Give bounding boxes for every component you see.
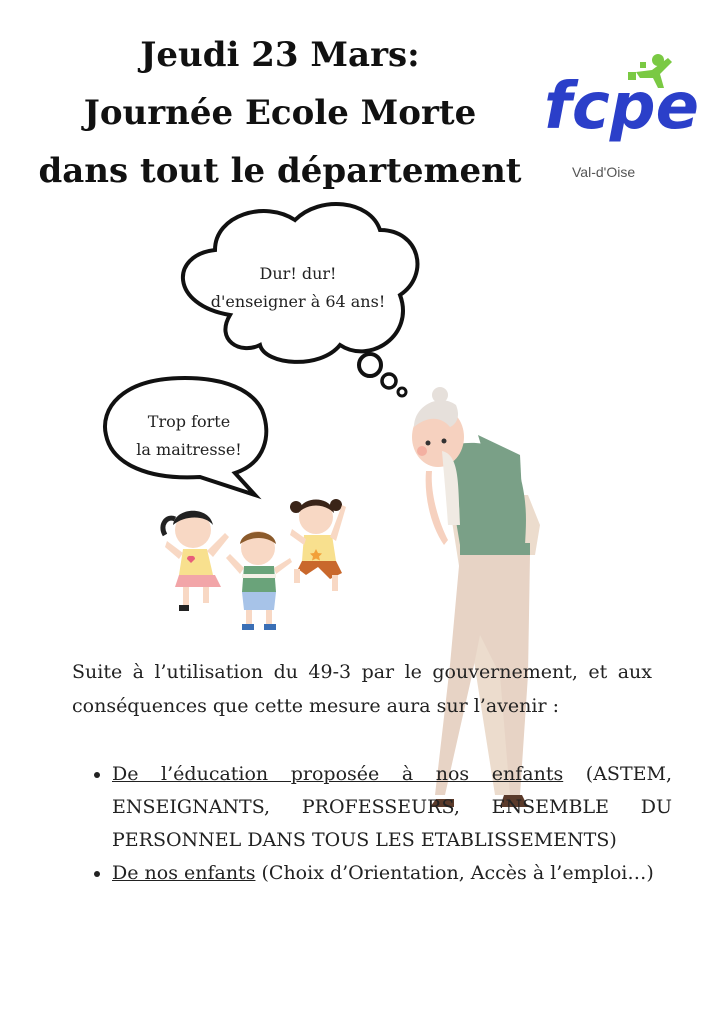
logo-region: Val-d'Oise bbox=[572, 164, 636, 180]
thought-line-2: d'enseigner à 64 ans! bbox=[210, 292, 386, 311]
title-line-3: dans tout le département bbox=[38, 151, 522, 191]
bullet-rest: (ASTEM, ENSEIGNANTS, PROFESSEURS, ENSEMBLE DU PERSONNEL DANS TOUS LES ETABLISSEMENTS) bbox=[112, 763, 672, 851]
title-line-2: Journée Ecole Morte bbox=[83, 93, 477, 133]
speech-line-1: Trop forte bbox=[147, 412, 231, 431]
list-item bbox=[112, 758, 672, 857]
speech-line-2: la maitresse! bbox=[136, 440, 242, 459]
child-boy bbox=[226, 531, 292, 630]
child-girl-1 bbox=[163, 511, 229, 611]
bullet-rest: (Choix d’Orientation, Accès à l’emploi…) bbox=[255, 862, 654, 884]
list-item bbox=[112, 857, 672, 890]
child-girl-2 bbox=[290, 499, 346, 591]
thought-dot-2 bbox=[382, 374, 396, 388]
bullet-list bbox=[92, 758, 672, 890]
intro-paragraph: Suite à l’utilisation du 49-3 par le gouvernement, et aux conséquences que cette mesure aura sur l’avenir : bbox=[72, 661, 652, 717]
title-line-1: Jeudi 23 Mars: bbox=[140, 35, 420, 75]
speech-bubble-text bbox=[106, 408, 272, 464]
page-title bbox=[30, 26, 530, 200]
thought-dot-3 bbox=[398, 388, 406, 396]
svg-text:fcpe: fcpe bbox=[544, 70, 699, 144]
bullet-underlined: De nos enfants bbox=[112, 862, 256, 884]
bullet-underlined: De l’éducation proposée à nos enfants bbox=[112, 763, 564, 785]
thought-dot-1 bbox=[359, 354, 381, 376]
teacher-figure bbox=[412, 387, 540, 807]
thought-bubble-text bbox=[178, 260, 418, 316]
thought-line-1: Dur! dur! bbox=[259, 264, 337, 283]
